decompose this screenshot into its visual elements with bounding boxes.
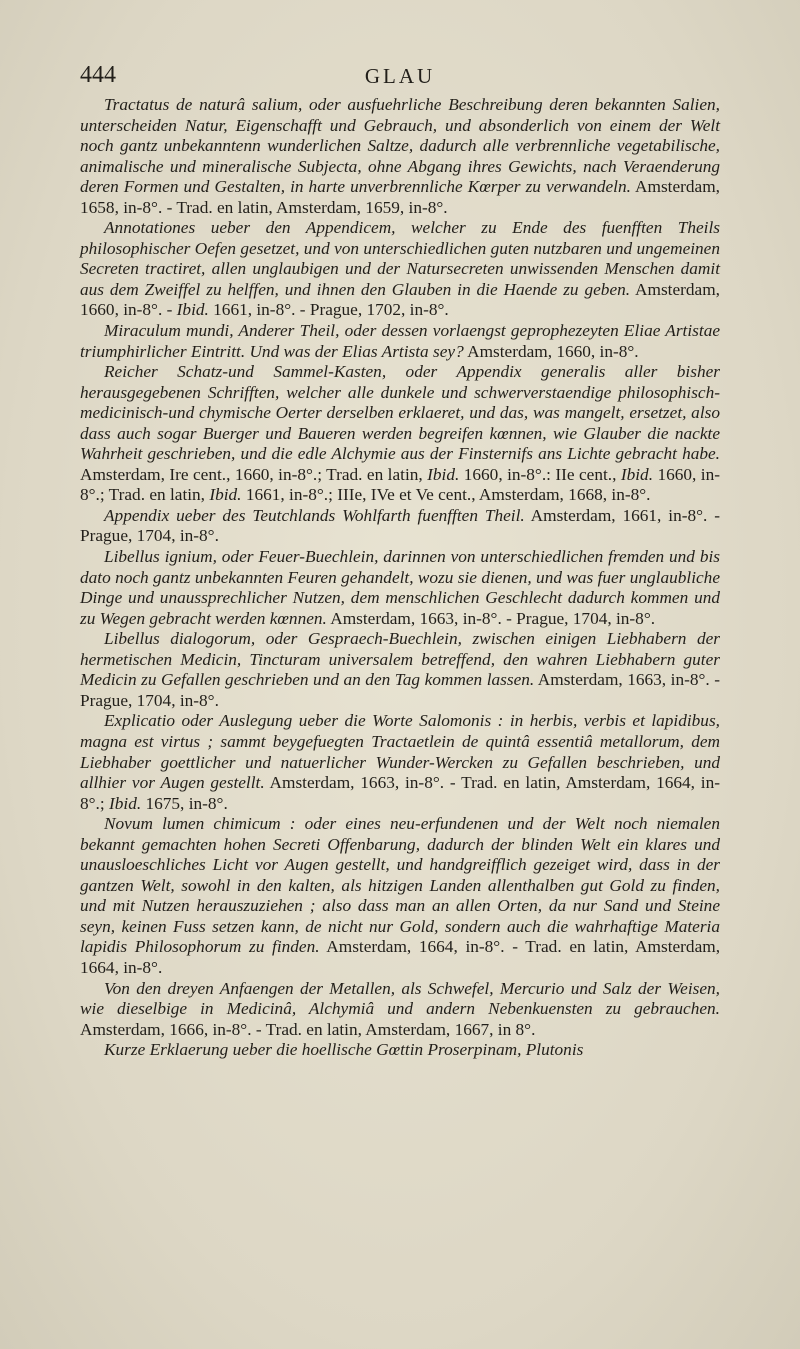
entry-title: Appendix ueber des Teutchlands Wohlfarth fuenfften Theil. (104, 505, 525, 525)
entry-imprint: Amsterdam, Ire cent., 1660, in-8°.; Trad. en latin, (80, 464, 428, 484)
entry-title: Libellus ignium, oder Feuer-Buechlein, darinnen von unterschiedlichen fremden und bis dato noch gantz unbekannten Feuren gehandelt, wozu sie dienen, und was fuer unglaubliche Dinge und unaussprechlicher Nutzen, dem menschlichen Geschlecht dadurch kommen und zu Wegen gebracht werden kœnnen. (80, 547, 720, 628)
bibliography-entry (80, 1040, 720, 1061)
entry-imprint-cont: 1661, in-8°. - Prague, 1702, in-8°. (208, 300, 449, 320)
entry-imprint: Amsterdam, 1663, in-8°. - Prague, 1704, in-8°. (80, 670, 720, 710)
ibid-mark: Ibid. (620, 464, 654, 484)
bibliography-entry (80, 814, 720, 978)
bibliography-list (80, 95, 720, 1061)
entry-title: Miraculum mundi, Anderer Theil, oder dessen vorlaengst geprophezeyten Eliae Artistae triumphirlicher Eintritt. Und was der Elias Artista sey? (80, 321, 720, 361)
entry-title: Libellus dialogorum, oder Gespraech-Buechlein, zwischen einigen Liebhabern der hermetischen Medicin, Tincturam universalem betreffend, den wahren Liebhabern guter Medicin zu Gefallen geschrieben und an den Tag kommen lassen. (80, 629, 720, 690)
entry-imprint: Amsterdam, 1661, in-8°. - Prague, 1704, in-8°. (80, 505, 720, 546)
entry-imprint: Amsterdam, 1663, in-8°. - Trad. en latin, Amsterdam, 1664, in-8°.; (80, 773, 720, 813)
entry-title: Annotationes ueber den Appendicem, welcher zu Ende des fuenfften Theils philosophischer Oefen gesetzet, und von unterschiedlichen guten nutzbaren und ungemeinen Secreten tractiret, allen unglaubigen und der Natursecreten unwissenden Menschen damit aus dem Zweiffel zu helffen, und ihnen den Glauben in die Haende zu geben. (80, 218, 720, 299)
entry-imprint-cont: 1661, in-8°.; IIIe, IVe et Ve cent., Amsterdam, 1668, in-8°. (241, 485, 651, 505)
bibliography-entry (80, 506, 720, 547)
entry-imprint: Amsterdam, 1663, in-8°. - Prague, 1704, in-8°. (326, 608, 656, 628)
bibliography-entry (80, 629, 720, 711)
entry-imprint: Amsterdam, 1660, in-8°. (463, 341, 639, 361)
ibid-mark: Ibid. (209, 485, 242, 505)
ibid-mark: Ibid. (427, 464, 460, 484)
bibliography-entry (80, 218, 720, 321)
page-number: 444 (80, 62, 116, 88)
entry-title: Von den dreyen Anfaengen der Metallen, als Schwefel, Mercurio und Salz der Weisen, wie dieselbige in Medicinâ, Alchymiâ und andern Nebenkuensten zu gebrauchen. (80, 978, 720, 1019)
entry-title: Reicher Schatz-und Sammel-Kasten, oder Appendix generalis aller bisher herausgegebenen Schrifften, welcher alle dunkele und schwerverstaendige philosophisch-medicinisch-und chymische Oerter derselben erklaeret, und das, was mangelt, ersetzet, also dass auch sogar Buerger und Baueren werden begreifen kœnnen, wie Glauber die nackte Wahrheit geschrieben, und die edle Alchymie aus der Finsternifs ans Lichte gebracht habe. (80, 362, 720, 464)
entry-imprint: Amsterdam, 1658, in-8°. - Trad. en latin, Amsterdam, 1659, in-8°. (80, 177, 720, 217)
running-title: GLAU (364, 64, 436, 88)
bibliography-entry (80, 711, 720, 814)
bibliography-entry (80, 95, 720, 218)
entry-imprint: Amsterdam, 1666, in-8°. - Trad. en latin, Amsterdam, 1667, in 8°. (80, 1019, 536, 1039)
entry-title: Novum lumen chimicum : oder eines neu-erfundenen und der Welt noch niemalen bekannt gemachten hohen Secreti Offenbarung, dadurch der blinden Welt ein klares und unausloeschliches Licht vor Augen gestellt, und handgreifflich gezeiget wird, dass in der gantzen Welt, sowohl in den kalten, als hitzigen Landen allenthalben gut Gold zu finden, und mit Nutzen herauszuziehen ; also dass man an allen Orten, da nur Sand und Steine seyn, keinen Fuss setzen kann, de nicht nur Gold, sondern auch die wahrhaftige Materia lapidis Philosophorum zu finden. (80, 814, 720, 957)
entry-title: Tractatus de naturâ salium, oder ausfuehrliche Beschreibung deren bekannten Salien, unterscheiden Natur, Eigenschafft und Gebrauch, und absonderlich von einem der Welt noch gantz unbekanntenn wunderlichen Saltze, dadurch alle verbrennliche vegetabilische, animalische und mineralische Subjecta, ohne Abgang ihres Gewichts, nach Veraenderung deren Formen und Gestalten, in harte unverbrennliche Kœrper zu verwandeln. (80, 95, 720, 197)
entry-imprint-cont: 1675, in-8°. (141, 793, 228, 813)
ibid-mark: Ibid. (176, 300, 209, 320)
entry-title: Explicatio oder Auslegung ueber die Worte Salomonis : in herbis, verbis et lapidibus, magna est virtus ; sammt beygefuegten Tractaetlein de quintâ essentiâ metallorum, dem Liebhaber goettlicher und natuerlicher Wunder-Wercken zu Gefallen beschrieben, und allhier vor Augen gestellt. (80, 711, 720, 793)
bibliography-entry (80, 362, 720, 506)
entry-imprint: Amsterdam, 1664, in-8°. - Trad. en latin, Amsterdam, 1664, in-8°. (80, 937, 721, 977)
entry-imprint-cont: 1660, in-8°.; Trad. en latin, (80, 464, 720, 505)
ibid-mark: Ibid. (109, 793, 142, 813)
bibliography-entry (80, 321, 720, 362)
page-header (80, 62, 720, 92)
bibliography-entry (80, 979, 720, 1041)
entry-title: Kurze Erklaerung ueber die hoellische Gœttin Proserpinam, Plutonis (104, 1040, 584, 1060)
entry-imprint-cont: 1660, in-8°.: IIe cent., (459, 464, 621, 484)
bibliography-entry (80, 547, 720, 629)
entry-imprint: Amsterdam, 1660, in-8°. - (80, 279, 720, 320)
